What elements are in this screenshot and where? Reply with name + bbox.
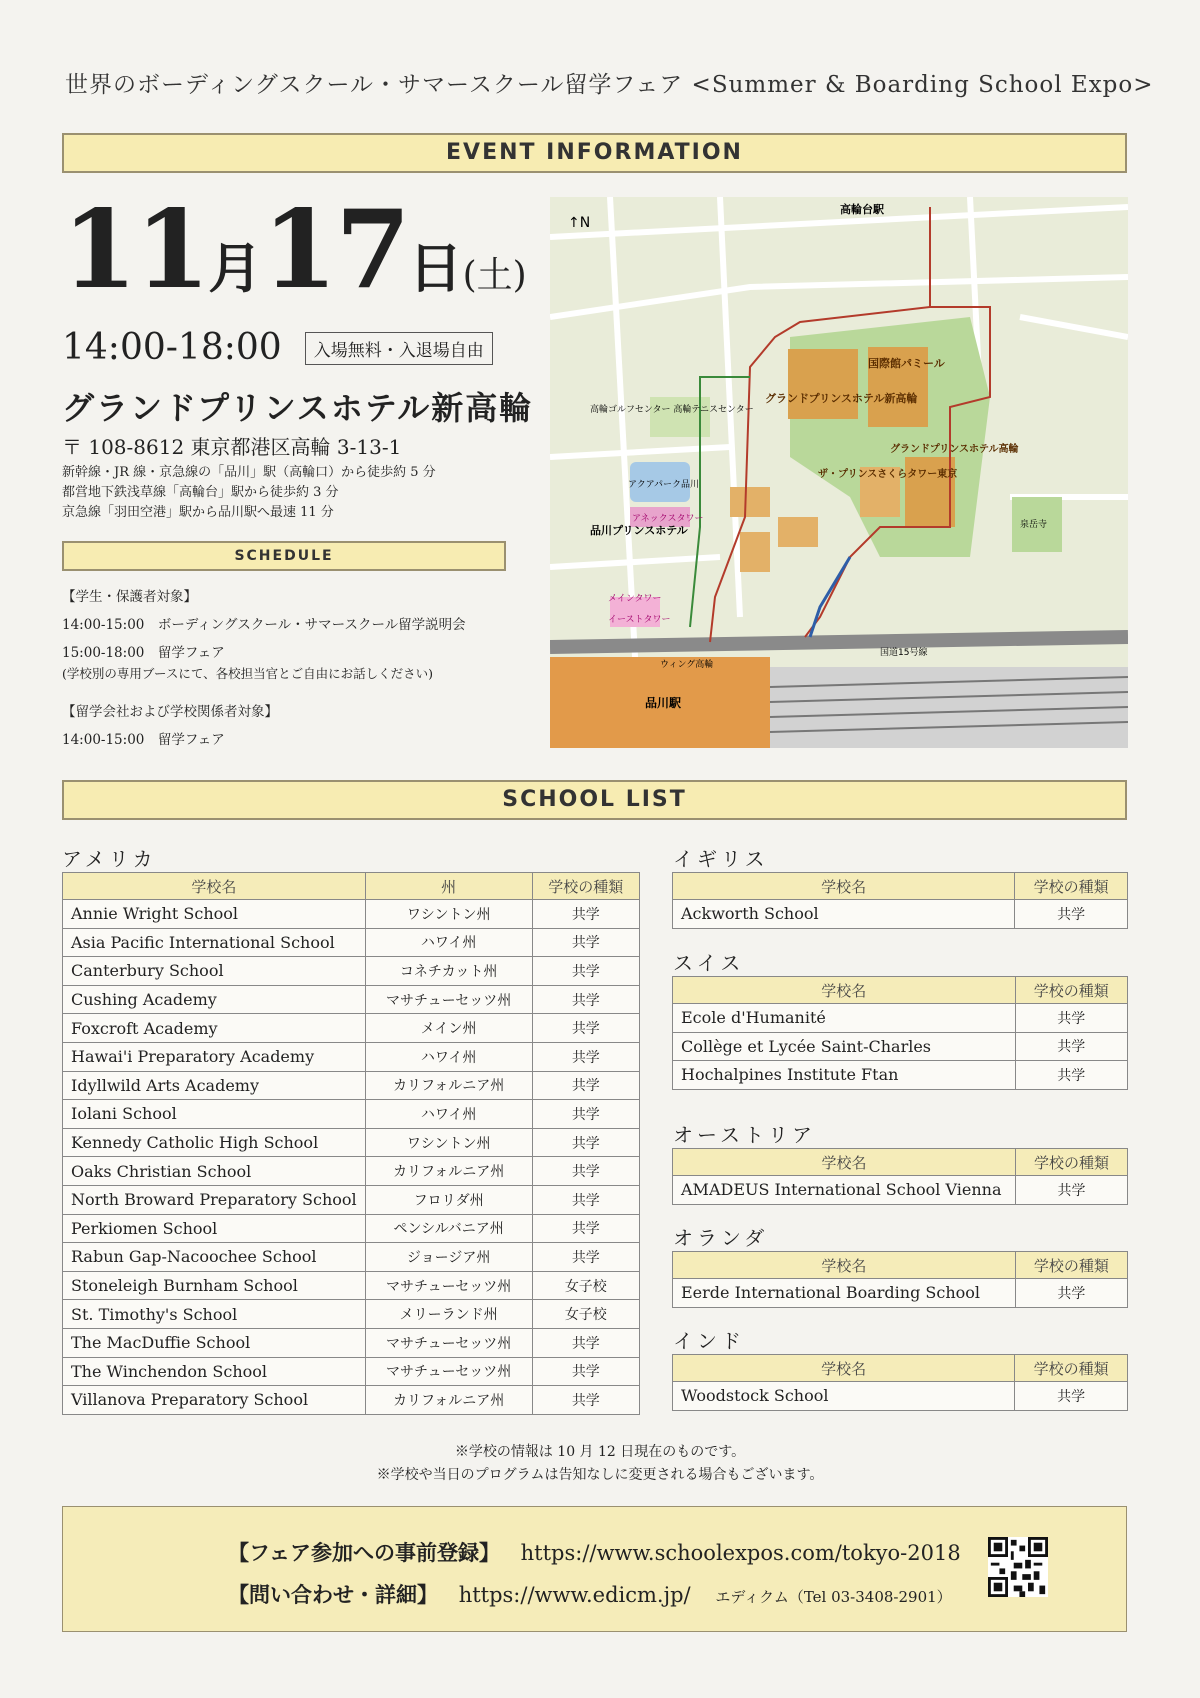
table-row xyxy=(63,1271,640,1300)
america-school-table xyxy=(62,872,640,1415)
switzerland-table-body xyxy=(673,1004,1128,1090)
state-cell: カリフォルニア州 xyxy=(365,1386,532,1415)
table-row xyxy=(63,928,640,957)
school-type-cell: 共学 xyxy=(532,1014,639,1043)
map-label-annex: アネックスタワー xyxy=(632,514,704,524)
table-row xyxy=(63,1157,640,1186)
map-label-wing: ウィング高輪 xyxy=(660,660,714,670)
note-line: ※学校の情報は 10 月 12 日現在のものです。 xyxy=(454,1444,746,1460)
map-label-tennis: 高輪ゴルフセンター 高輪テニスセンター xyxy=(590,405,754,415)
state-cell: ワシントン州 xyxy=(365,900,532,929)
school-name-cell: Annie Wright School xyxy=(63,900,366,929)
state-cell: メリーランド州 xyxy=(365,1300,532,1329)
table-row xyxy=(63,985,640,1014)
school-name-cell: Ackworth School xyxy=(673,900,1015,929)
state-cell: ハワイ州 xyxy=(365,928,532,957)
event-information-header: EVENT INFORMATION xyxy=(62,133,1127,173)
table-row xyxy=(63,957,640,986)
state-cell: ペンシルバニア州 xyxy=(365,1214,532,1243)
venue-address: 〒 108-8612 東京都港区高輪 3-13-1 xyxy=(62,435,402,459)
school-name-cell: AMADEUS International School Vienna xyxy=(673,1176,1016,1205)
school-name-cell: Kennedy Catholic High School xyxy=(63,1128,366,1157)
date-day-unit: 日 xyxy=(408,236,463,300)
column-header-type: 学校の種類 xyxy=(1015,1355,1128,1382)
note-line: ※学校や当日のプログラムは告知なしに変更される場合もございます。 xyxy=(376,1467,824,1483)
map-label-new-takanawa: グランドプリンスホテル新高輪 xyxy=(765,392,918,405)
map-label-east: イーストタワー xyxy=(608,615,671,625)
school-name-cell: Asia Pacific International School xyxy=(63,928,366,957)
time-row xyxy=(62,327,493,371)
school-type-cell: 共学 xyxy=(1015,1176,1127,1205)
school-type-cell: 共学 xyxy=(1015,1279,1127,1308)
table-row xyxy=(673,900,1128,929)
school-type-cell: 共学 xyxy=(532,928,639,957)
map-label-kokusaikan: 国際館パミール xyxy=(868,357,945,370)
school-type-cell: 共学 xyxy=(532,1357,639,1386)
netherlands-school-table xyxy=(672,1251,1128,1308)
column-header-type: 学校の種類 xyxy=(1015,1252,1127,1279)
map-label-takanawa: グランドプリンスホテル高輪 xyxy=(890,444,1019,455)
map-label-main: メインタワー xyxy=(608,594,662,604)
state-cell: マサチューセッツ州 xyxy=(365,1357,532,1386)
school-name-cell: Stoneleigh Burnham School xyxy=(63,1271,366,1300)
table-row xyxy=(63,900,640,929)
column-header-state: 州 xyxy=(365,873,532,900)
schedule-group-title: 【学生・保護者対象】 xyxy=(62,589,197,605)
school-name-cell: Hawai'i Preparatory Academy xyxy=(63,1042,366,1071)
access-line: 都営地下鉄浅草線「高輪台」駅から徒歩約 3 分 xyxy=(62,485,339,500)
event-date xyxy=(62,187,527,313)
table-row xyxy=(63,1214,640,1243)
school-name-cell: Rabun Gap-Nacoochee School xyxy=(63,1243,366,1272)
table-row xyxy=(673,1382,1128,1411)
table-row xyxy=(63,1328,640,1357)
austria-school-table xyxy=(672,1148,1128,1205)
school-type-cell: 女子校 xyxy=(532,1271,639,1300)
school-name-cell: Oaks Christian School xyxy=(63,1157,366,1186)
school-name-cell: Woodstock School xyxy=(673,1382,1015,1411)
state-cell: コネチカット州 xyxy=(365,957,532,986)
state-cell: メイン州 xyxy=(365,1014,532,1043)
school-name-cell: Villanova Preparatory School xyxy=(63,1386,366,1415)
netherlands-table-body xyxy=(673,1279,1128,1308)
school-type-cell: 共学 xyxy=(532,1100,639,1129)
map-graphic xyxy=(550,197,1128,748)
state-cell: フロリダ州 xyxy=(365,1185,532,1214)
school-list-header: SCHOOL LIST xyxy=(62,780,1127,820)
state-cell: カリフォルニア州 xyxy=(365,1157,532,1186)
school-type-cell: 共学 xyxy=(532,985,639,1014)
contact-label: 【問い合わせ・詳細】 xyxy=(228,1582,438,1607)
school-type-cell: 共学 xyxy=(532,1214,639,1243)
school-name-cell: Idyllwild Arts Academy xyxy=(63,1071,366,1100)
table-row xyxy=(63,1300,640,1329)
region-label-austria: オーストリア xyxy=(673,1123,816,1147)
state-cell: ワシントン州 xyxy=(365,1128,532,1157)
school-type-cell: 共学 xyxy=(532,1185,639,1214)
state-cell: カリフォルニア州 xyxy=(365,1071,532,1100)
school-name-cell: Cushing Academy xyxy=(63,985,366,1014)
school-name-cell: Canterbury School xyxy=(63,957,366,986)
table-row xyxy=(63,1185,640,1214)
school-name-cell: Foxcroft Academy xyxy=(63,1014,366,1043)
table-row xyxy=(673,1032,1128,1061)
school-type-cell: 共学 xyxy=(532,957,639,986)
footer-box xyxy=(62,1506,1127,1632)
region-label-netherlands: オランダ xyxy=(673,1226,769,1250)
column-header-name: 学校名 xyxy=(63,873,366,900)
schedule-item: 14:00-15:00 留学フェア xyxy=(62,732,225,748)
region-label-india: インド xyxy=(673,1329,745,1353)
qr-code-icon[interactable] xyxy=(988,1537,1048,1597)
school-type-cell: 共学 xyxy=(1015,1032,1127,1061)
uk-school-table xyxy=(672,872,1128,929)
switzerland-school-table xyxy=(672,976,1128,1090)
registration-line xyxy=(228,1537,961,1567)
date-month-unit: 月 xyxy=(208,236,263,300)
school-type-cell: 共学 xyxy=(1015,1004,1127,1033)
table-row xyxy=(63,1071,640,1100)
registration-link[interactable]: https://www.schoolexpos.com/tokyo-2018 xyxy=(520,1541,961,1565)
school-type-cell: 共学 xyxy=(532,1243,639,1272)
venue-name: グランドプリンスホテル新高輪 xyxy=(62,389,534,427)
date-month: 11 xyxy=(62,187,209,313)
schedule-item: 14:00-15:00 ボーディングスクール・サマースクール留学説明会 xyxy=(62,617,466,633)
admission-badge: 入場無料・入退場自由 xyxy=(305,332,493,365)
table-row xyxy=(63,1357,640,1386)
map-label-shinagawa-prince: 品川プリンスホテル xyxy=(590,524,688,537)
map-label-shinagawa-station: 品川駅 xyxy=(645,696,682,710)
map-label-aqua: アクアパーク品川 xyxy=(628,480,700,490)
table-header-row xyxy=(673,1355,1128,1382)
column-header-name: 学校名 xyxy=(673,1355,1015,1382)
state-cell: マサチューセッツ州 xyxy=(365,1271,532,1300)
school-type-cell: 共学 xyxy=(1015,900,1128,929)
austria-table-body xyxy=(673,1176,1128,1205)
region-label-america: アメリカ xyxy=(62,847,157,871)
table-row xyxy=(63,1386,640,1415)
registration-label: 【フェア参加への事前登録】 xyxy=(228,1540,500,1565)
school-name-cell: The Winchendon School xyxy=(63,1357,366,1386)
school-type-cell: 共学 xyxy=(532,1071,639,1100)
page-title: 世界のボーディングスクール・サマースクール留学フェア <Summer & Boarding School Expo> xyxy=(65,72,1154,98)
column-header-name: 学校名 xyxy=(673,873,1015,900)
region-label-uk: イギリス xyxy=(673,847,769,871)
schedule-header: SCHEDULE xyxy=(62,541,506,571)
table-row xyxy=(63,1243,640,1272)
school-name-cell: Perkiomen School xyxy=(63,1214,366,1243)
school-name-cell: St. Timothy's School xyxy=(63,1300,366,1329)
map-label-route15: 国道15号線 xyxy=(880,648,928,658)
north-arrow-icon: ↑N xyxy=(568,215,591,231)
america-table-body xyxy=(63,900,640,1415)
table-header-row xyxy=(673,1149,1128,1176)
state-cell: ハワイ州 xyxy=(365,1100,532,1129)
access-line: 新幹線・JR 線・京急線の「品川」駅（高輪口）から徒歩約 5 分 xyxy=(62,465,436,480)
table-row xyxy=(63,1100,640,1129)
schedule-item: 15:00-18:00 留学フェア xyxy=(62,645,225,661)
table-row xyxy=(673,1176,1128,1205)
schedule-item-note: (学校別の専用ブースにて、各校担当官とご自由にお話しください) xyxy=(62,666,434,681)
access-map xyxy=(550,197,1128,748)
table-row xyxy=(673,1061,1128,1090)
uk-table-body xyxy=(673,900,1128,929)
state-cell: マサチューセッツ州 xyxy=(365,985,532,1014)
school-name-cell: Iolani School xyxy=(63,1100,366,1129)
column-header-name: 学校名 xyxy=(673,1252,1016,1279)
notes xyxy=(0,1441,1200,1487)
column-header-name: 学校名 xyxy=(673,1149,1016,1176)
date-day-of-week: (土) xyxy=(462,255,527,296)
school-type-cell: 共学 xyxy=(532,900,639,929)
column-header-type: 学校の種類 xyxy=(1015,1149,1127,1176)
column-header-type: 学校の種類 xyxy=(1015,873,1128,900)
map-label-takanawadai: 高輪台駅 xyxy=(840,203,884,216)
school-type-cell: 共学 xyxy=(532,1328,639,1357)
school-type-cell: 共学 xyxy=(1015,1061,1127,1090)
table-header-row xyxy=(673,873,1128,900)
school-name-cell: Hochalpines Institute Ftan xyxy=(673,1061,1016,1090)
table-header-row xyxy=(673,1252,1128,1279)
contact-line xyxy=(228,1579,952,1609)
table-row xyxy=(673,1279,1128,1308)
access-directions xyxy=(62,463,436,523)
school-name-cell: Collège et Lycée Saint-Charles xyxy=(673,1032,1016,1061)
india-school-table xyxy=(672,1354,1128,1411)
schedule-group-title: 【留学会社および学校関係者対象】 xyxy=(62,704,278,720)
school-name-cell: The MacDuffie School xyxy=(63,1328,366,1357)
school-type-cell: 共学 xyxy=(532,1128,639,1157)
school-type-cell: 共学 xyxy=(532,1386,639,1415)
contact-tel: エディクム（Tel 03-3408-2901） xyxy=(715,1588,952,1606)
school-type-cell: 共学 xyxy=(532,1157,639,1186)
access-line: 京急線「羽田空港」駅から品川駅へ最速 11 分 xyxy=(62,505,334,520)
school-type-cell: 共学 xyxy=(532,1042,639,1071)
region-label-switzerland: スイス xyxy=(673,951,745,975)
column-header-name: 学校名 xyxy=(673,977,1016,1004)
column-header-type: 学校の種類 xyxy=(532,873,639,900)
school-name-cell: Ecole d'Humanité xyxy=(673,1004,1016,1033)
state-cell: マサチューセッツ州 xyxy=(365,1328,532,1357)
school-name-cell: Eerde International Boarding School xyxy=(673,1279,1016,1308)
table-row xyxy=(63,1014,640,1043)
school-type-cell: 女子校 xyxy=(532,1300,639,1329)
map-label-sengakuji: 泉岳寺 xyxy=(1020,520,1048,530)
state-cell: ジョージア州 xyxy=(365,1243,532,1272)
school-type-cell: 共学 xyxy=(1015,1382,1128,1411)
map-label-sakura: ザ・プリンスさくらタワー東京 xyxy=(818,469,958,480)
school-name-cell: North Broward Preparatory School xyxy=(63,1185,366,1214)
india-table-body xyxy=(673,1382,1128,1411)
table-row xyxy=(63,1042,640,1071)
date-day: 17 xyxy=(262,187,409,313)
table-row xyxy=(63,1128,640,1157)
table-row xyxy=(673,1004,1128,1033)
table-header-row xyxy=(63,873,640,900)
column-header-type: 学校の種類 xyxy=(1015,977,1127,1004)
event-time: 14:00-18:00 xyxy=(62,327,282,368)
contact-link[interactable]: https://www.edicm.jp/ xyxy=(458,1583,691,1607)
state-cell: ハワイ州 xyxy=(365,1042,532,1071)
table-header-row xyxy=(673,977,1128,1004)
